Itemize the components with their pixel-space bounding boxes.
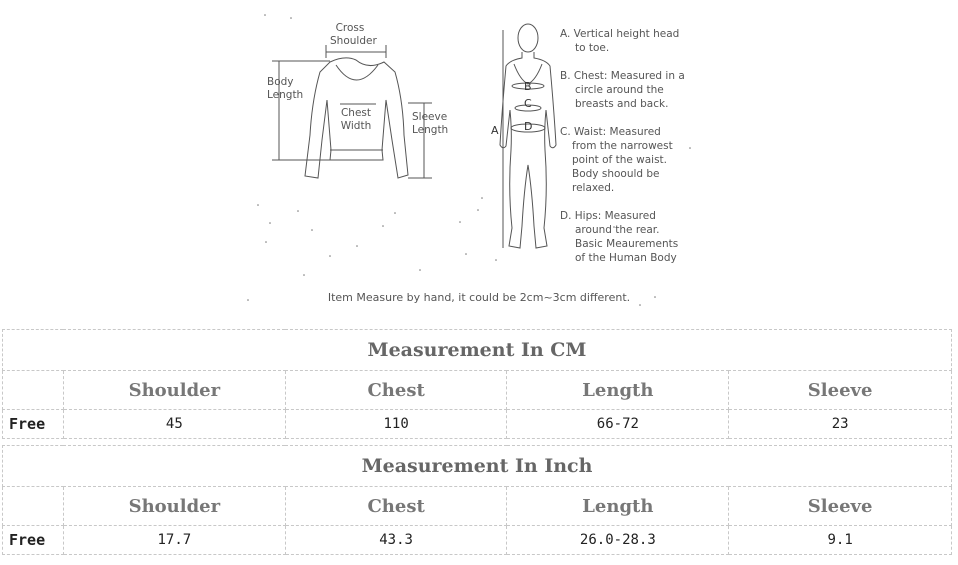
letter-d: D [524, 120, 533, 133]
cm-chest-value: 110 [285, 410, 507, 439]
cm-table-title: Measurement In CM [3, 330, 952, 371]
note-a-head: A. Vertical height head [560, 28, 680, 40]
note-b-head: B. Chest: Measured in a [560, 70, 685, 82]
inch-header-shoulder: Shoulder [63, 487, 285, 526]
note-c [560, 125, 673, 195]
cm-header-chest: Chest [285, 371, 507, 410]
inch-header-length: Length [507, 487, 729, 526]
note-a [560, 27, 679, 55]
note-b [560, 69, 685, 111]
cm-table [2, 329, 952, 439]
inch-header-chest: Chest [285, 487, 507, 526]
cm-length-value: 66-72 [507, 410, 729, 439]
note-d-body: around the rear. Basic Meaurements of the Human Body [575, 224, 679, 264]
cm-sleeve-value: 23 [729, 410, 952, 439]
cm-shoulder-value: 45 [63, 410, 285, 439]
note-c-head: C. Waist: Measured [560, 126, 661, 138]
inch-table-title: Measurement In Inch [3, 446, 952, 487]
cm-corner-cell [3, 371, 64, 410]
inch-sleeve-value: 9.1 [729, 526, 952, 555]
sleeve-length-label: Sleeve Length [412, 111, 449, 136]
body-length-label: Body Length [267, 76, 304, 101]
note-b-body: circle around the breasts and back. [575, 84, 669, 110]
letter-a: A [491, 124, 499, 137]
inch-corner-cell [3, 487, 64, 526]
inch-chest-value: 43.3 [285, 526, 507, 555]
letter-c: C [524, 97, 532, 110]
table-row [3, 410, 952, 439]
note-a-body: to toe. [575, 42, 610, 54]
inch-length-value: 26.0-28.3 [507, 526, 729, 555]
human-figure-drawing [500, 24, 556, 248]
cross-shoulder-label: Cross Shoulder [330, 22, 377, 47]
inch-header-sleeve: Sleeve [729, 487, 952, 526]
inch-row-label: Free [3, 526, 64, 555]
letter-b: B [524, 80, 532, 93]
note-c-body: from the narrowest point of the waist. Body shoould be relaxed. [572, 140, 673, 194]
cm-row-label: Free [3, 410, 64, 439]
cm-header-length: Length [507, 371, 729, 410]
cm-header-sleeve: Sleeve [729, 371, 952, 410]
table-row [3, 526, 952, 555]
cm-header-shoulder: Shoulder [63, 371, 285, 410]
note-d-head: D. Hips: Measured [560, 210, 656, 222]
note-d [560, 209, 678, 265]
inch-shoulder-value: 17.7 [63, 526, 285, 555]
measure-caption: Item Measure by hand, it could be 2cm~3cm different. [327, 291, 631, 304]
inch-table [2, 445, 952, 555]
chest-width-label: Chest Width [340, 107, 372, 132]
